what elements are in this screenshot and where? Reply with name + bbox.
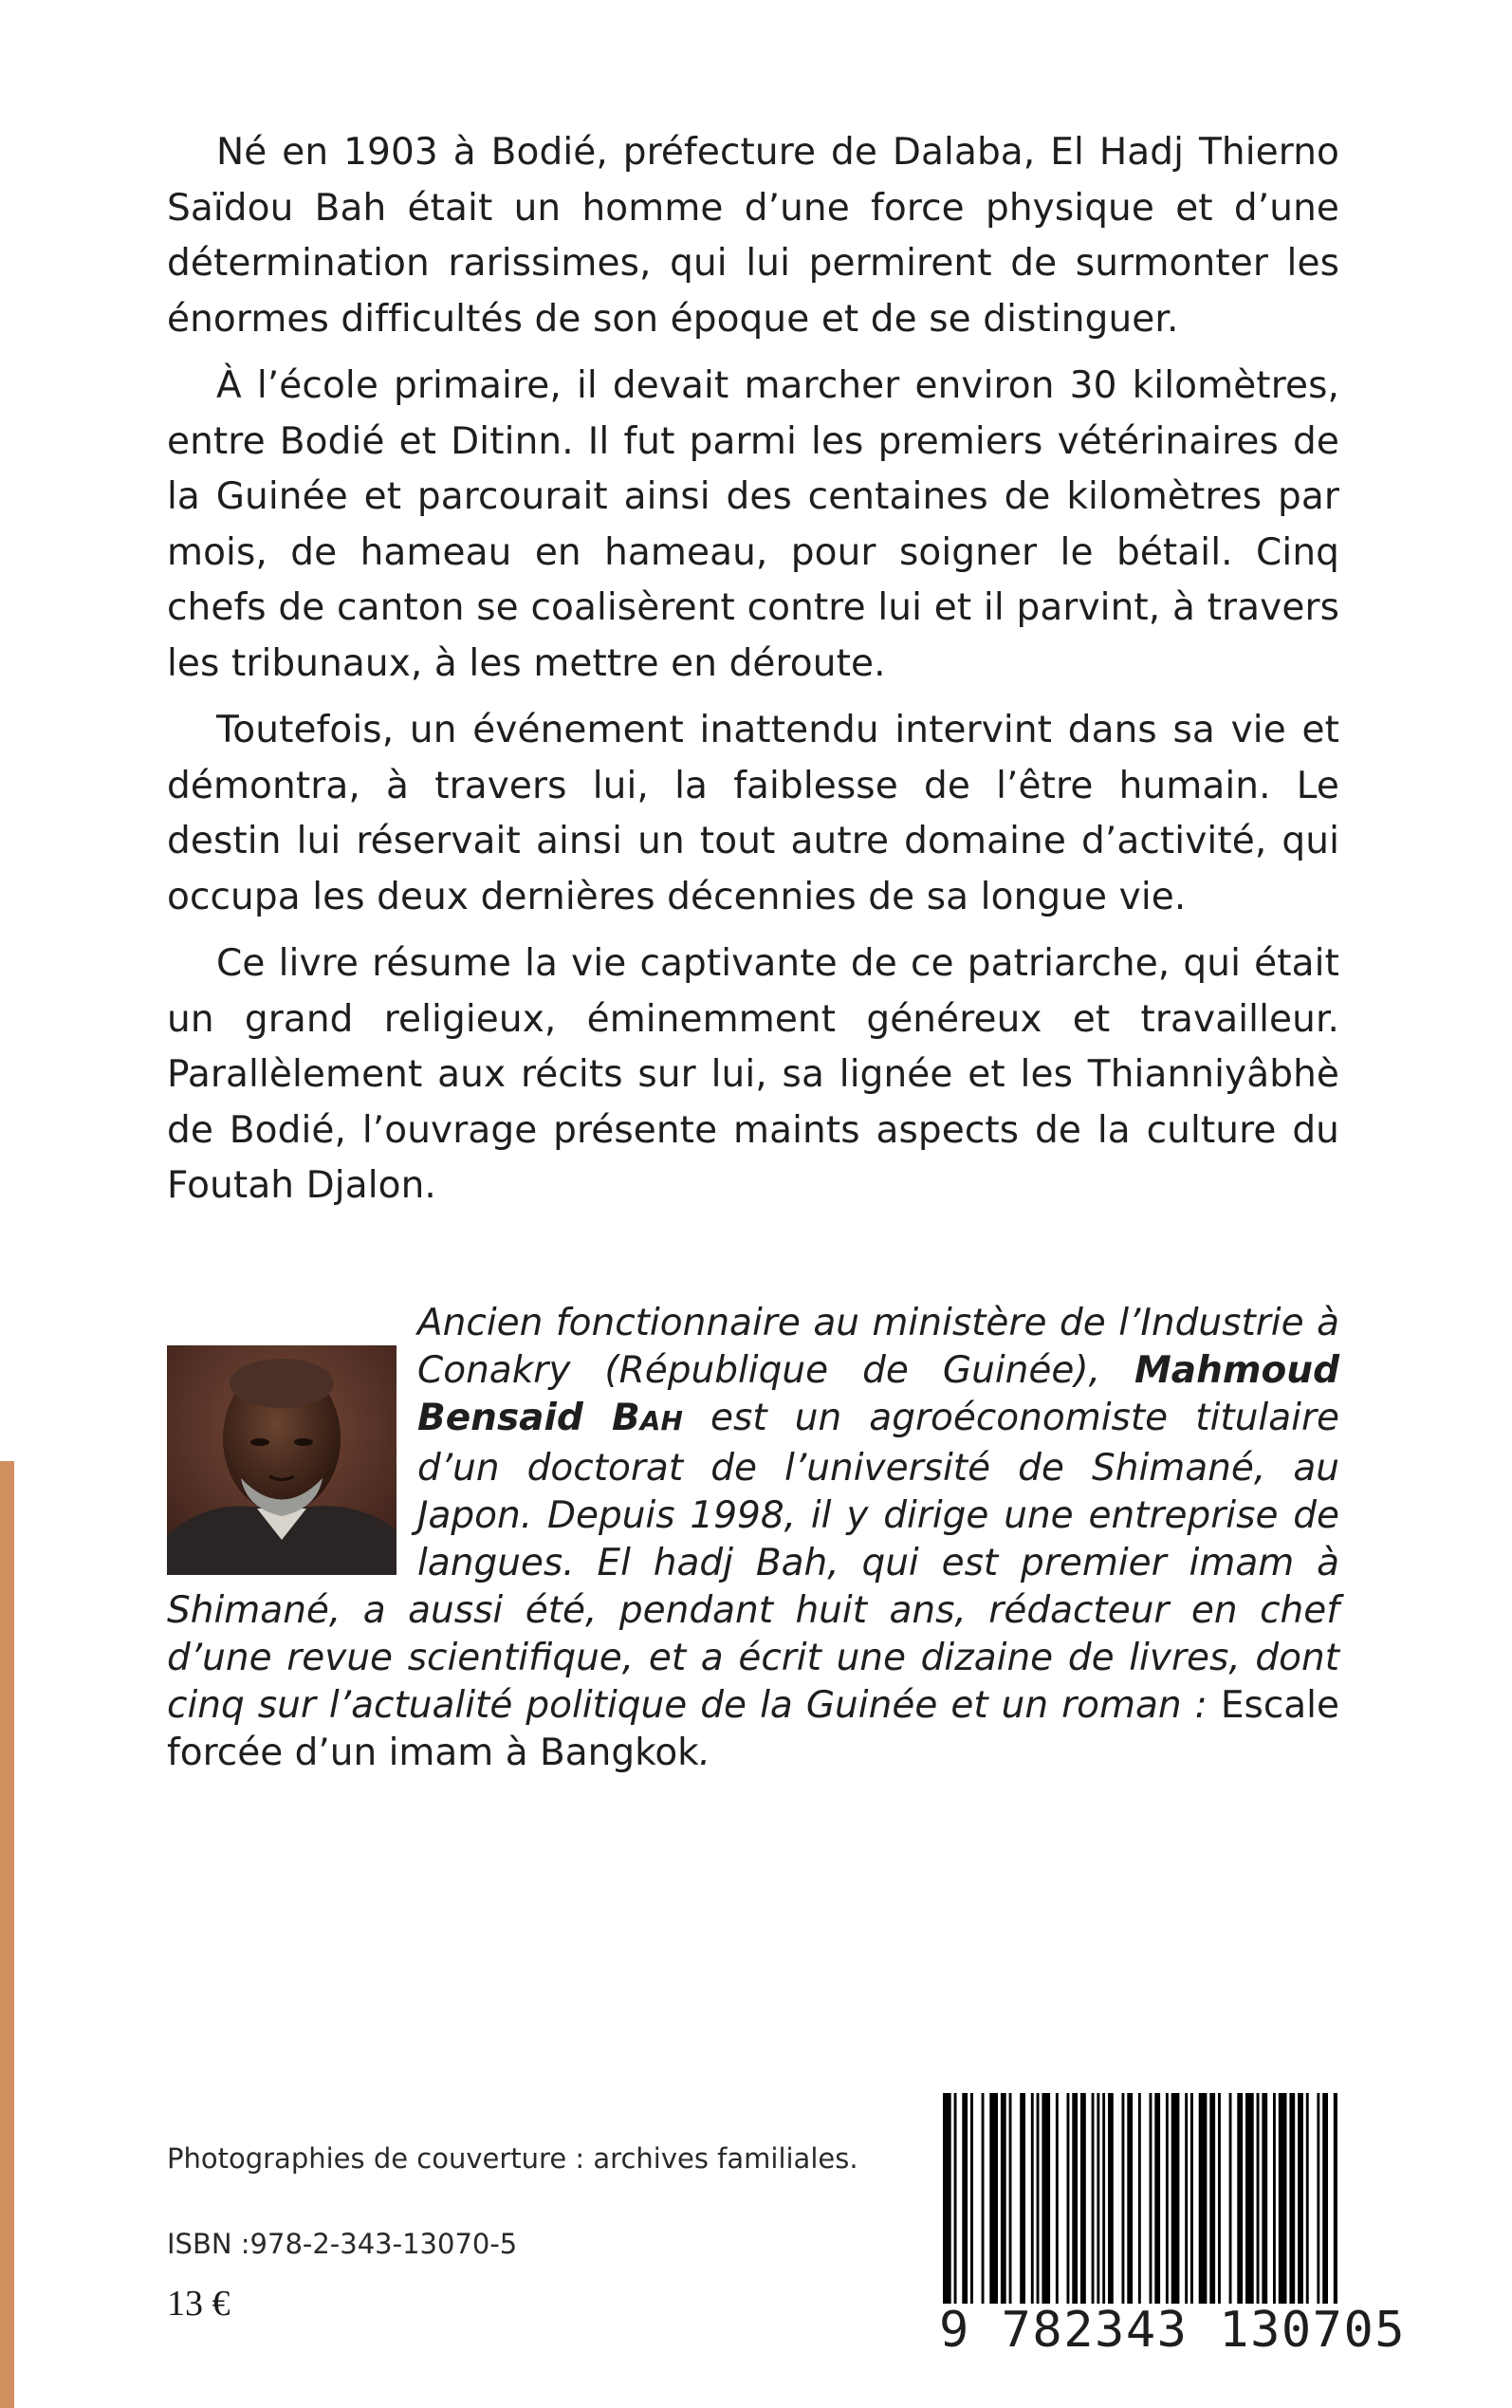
barcode-bar: [1031, 2093, 1034, 2311]
barcode-bar: [1056, 2093, 1059, 2311]
barcode-bar: [1020, 2093, 1025, 2311]
barcode-bar: [1138, 2093, 1141, 2311]
barcode-bar: [1306, 2093, 1309, 2311]
synopsis-paragraph-1: Né en 1903 à Bodié, préfecture de Dalaba, El Hadj Thierno Saïdou Bah était un homme d’une force physique et d’une détermination rarissimes, qui lui permirent de surmonter les énormes difficultés de son époque et de se distinguer.: [167, 131, 1339, 341]
barcode-bar: [1209, 2093, 1215, 2311]
barcode-bar: [1150, 2093, 1152, 2311]
barcode-bar: [1279, 2093, 1287, 2311]
synopsis-paragraph-2: À l’école primaire, il devait marcher environ 30 kilomètres, entre Bodié et Ditinn. Il fut parmi les premiers vétérinaires de la Guinée et parcourait ainsi des centaines de kilomètres par mois, de hameau en hameau, pour soigner le bétail. Cinq chefs de canton se coalisèrent contre lui et il parvint, à travers les tribunaux, à les mettre en déroute.: [167, 364, 1339, 685]
side-color-band: [0, 1461, 14, 2408]
barcode-bar: [1037, 2093, 1040, 2311]
author-section: [167, 1300, 1339, 1777]
barcode-bar: [1257, 2093, 1260, 2311]
isbn-number: ISBN :978-2-343-13070-5: [167, 2228, 518, 2260]
barcode-bar: [1262, 2093, 1267, 2311]
barcode-bar: [943, 2093, 951, 2311]
barcode-bar: [1072, 2093, 1078, 2311]
barcode-digits: 9 782343 130705: [939, 2302, 1407, 2359]
author-bio-intro: Ancien fonctionnaire au ministère de l’Industrie à Conakry (République de Guinée),: [417, 1302, 1339, 1392]
barcode-bar: [1080, 2093, 1086, 2311]
barcode-bar: [1273, 2093, 1276, 2311]
barcode-bar: [1092, 2093, 1095, 2311]
barcode-bar: [1245, 2093, 1254, 2311]
barcode-bar: [1097, 2093, 1099, 2311]
synopsis-paragraph-3: Toutefois, un événement inattendu intervint dans sa vie et démontra, à travers lui, la faiblesse de l’être humain. Le destin lui réservait ainsi un tout autre domaine d’activité, qui occupa les deux dernières décennies de sa longue vie.: [167, 709, 1339, 918]
isbn-barcode: [939, 2093, 1407, 2359]
barcode-bar: [1108, 2093, 1114, 2311]
photo-credits: Photographies de couverture : archives familiales.: [167, 2142, 858, 2175]
barcode-bar: [1190, 2093, 1193, 2311]
barcode-bar: [1317, 2093, 1319, 2311]
author-bio-body: est un agroéconomiste titulaire d’un doctorat de l’université de Shimané, au Japon. Depuis 1998, il y dirige une entreprise de langues. El hadj Bah, qui est premier imam à Shimané, a aussi été, pendant huit ans, rédacteur en chef d’une revue scientifique, et a écrit une dizaine de livres, dont cinq sur l’actualité politique de la Guinée et un roman :: [167, 1397, 1340, 1727]
barcode-bar: [1298, 2093, 1303, 2311]
barcode-bar: [1171, 2093, 1180, 2311]
barcode-bar: [989, 2093, 998, 2311]
barcode-bar: [1067, 2093, 1070, 2311]
barcode-bar: [1199, 2093, 1208, 2311]
barcode-bar: [1122, 2093, 1125, 2311]
barcode-bar: [1127, 2093, 1133, 2311]
barcode-bar: [982, 2093, 985, 2311]
author-portrait-image: [167, 1345, 396, 1575]
barcode-bar: [962, 2093, 968, 2311]
barcode-bar: [1166, 2093, 1169, 2311]
barcode-bar: [1001, 2093, 1006, 2311]
author-bio-end: .: [698, 1732, 711, 1774]
barcode-bar: [1102, 2093, 1105, 2311]
barcode-bars: [939, 2093, 1337, 2311]
book-price: 13 €: [167, 2284, 230, 2324]
barcode-bar: [1322, 2093, 1328, 2311]
author-book-title: Escale forcée d’un imam à Bangkok: [167, 1684, 1339, 1774]
barcode-bar: [1185, 2093, 1188, 2311]
back-cover-synopsis: [167, 125, 1339, 1226]
barcode-bar: [1154, 2093, 1160, 2311]
barcode-bar: [1237, 2093, 1243, 2311]
barcode-bar: [1042, 2093, 1050, 2311]
barcode-bar: [970, 2093, 973, 2311]
barcode-bar: [954, 2093, 957, 2311]
barcode-bar: [1289, 2093, 1295, 2311]
barcode-bar: [1009, 2093, 1012, 2311]
author-photo: [167, 1345, 396, 1575]
author-name-main: Mahmoud Bensaid B: [417, 1349, 1339, 1439]
synopsis-paragraph-4: Ce livre résume la vie captivante de ce patriarche, qui était un grand religieux, éminemment généreux et travailleur. Parallèlement aux récits sur lui, sa lignée et les Thianniyâbhè de Bodié, l’ouvrage présente maints aspects de la culture du Foutah Djalon.: [167, 942, 1339, 1207]
barcode-bar: [1218, 2093, 1221, 2311]
barcode-bar: [1229, 2093, 1232, 2311]
author-name-smallcaps: AH: [639, 1405, 683, 1436]
barcode-bar: [1334, 2093, 1337, 2311]
